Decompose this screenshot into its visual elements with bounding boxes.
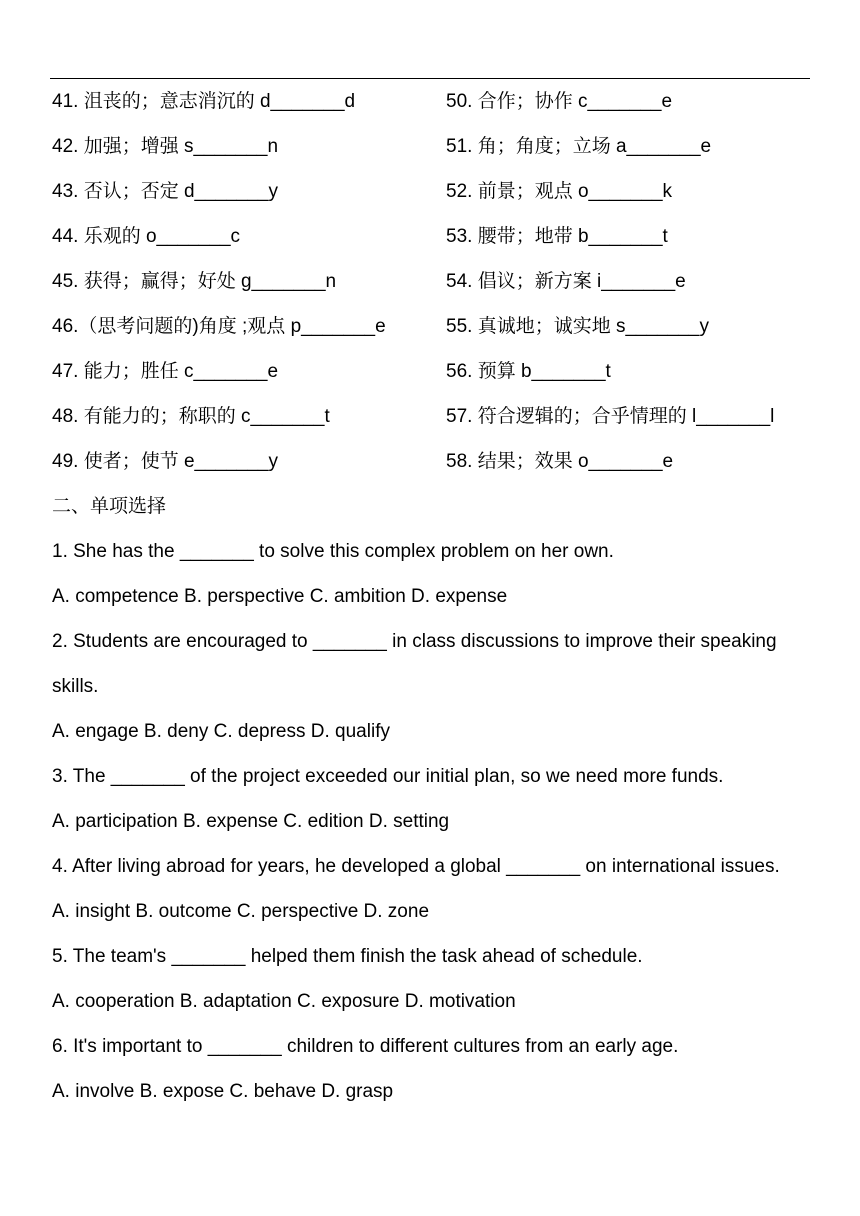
mcq-options-5: A. cooperation B. adaptation C. exposure D. motivation: [52, 991, 516, 1012]
vocab-item-53: 53. 腰带；地带 b_______t: [446, 226, 668, 247]
vocab-item-55: 55. 真诚地；诚实地 s_______y: [446, 316, 709, 337]
vocab-item-54: 54. 倡议；新方案 i_______e: [446, 271, 686, 292]
vocab-item-57: 57. 符合逻辑的；合乎情理的 l_______l: [446, 406, 775, 427]
vocab-item-49: 49. 使者；使节 e_______y: [52, 451, 279, 472]
mcq-question-4: 4. After living abroad for years, he developed a global _______ on international issues.: [52, 856, 780, 877]
vocab-item-47: 47. 能力；胜任 c_______e: [52, 361, 279, 382]
vocab-item-51: 51. 角；角度；立场 a_______e: [446, 136, 712, 157]
mcq-question-5: 5. The team's _______ helped them finish the task ahead of schedule.: [52, 946, 643, 967]
mcq-options-6: A. involve B. expose C. behave D. grasp: [52, 1081, 394, 1102]
header-rule: [50, 78, 810, 79]
section-title: 二、单项选择: [52, 496, 167, 517]
vocab-item-50: 50. 合作；协作 c_______e: [446, 91, 673, 112]
vocab-item-58: 58. 结果；效果 o_______e: [446, 451, 674, 472]
mcq-question-2: 2. Students are encouraged to _______ in class discussions to improve their speaking: [52, 631, 777, 652]
vocab-item-52: 52. 前景；观点 o_______k: [446, 181, 673, 202]
vocab-item-43: 43. 否认；否定 d_______y: [52, 181, 279, 202]
vocab-item-48: 48. 有能力的；称职的 c_______t: [52, 406, 330, 427]
vocab-item-44: 44. 乐观的 o_______c: [52, 226, 241, 247]
vocab-item-46: 46.（思考问题的)角度 ;观点 p_______e: [52, 316, 386, 337]
mcq-question-3: 3. The _______ of the project exceeded our initial plan, so we need more funds.: [52, 766, 724, 787]
vocab-item-45: 45. 获得；赢得；好处 g_______n: [52, 271, 337, 292]
mcq-options-1: A. competence B. perspective C. ambition D. expense: [52, 586, 508, 607]
mcq-question-1: 1. She has the _______ to solve this complex problem on her own.: [52, 541, 614, 562]
mcq-question-2-cont: skills.: [52, 676, 99, 697]
vocab-item-41: 41. 沮丧的；意志消沉的 d_______d: [52, 91, 356, 112]
mcq-options-3: A. participation B. expense C. edition D. setting: [52, 811, 450, 832]
vocab-item-42: 42. 加强；增强 s_______n: [52, 136, 279, 157]
mcq-question-6: 6. It's important to _______ children to different cultures from an early age.: [52, 1036, 679, 1057]
mcq-options-2: A. engage B. deny C. depress D. qualify: [52, 721, 390, 742]
vocab-item-56: 56. 预算 b_______t: [446, 361, 611, 382]
mcq-options-4: A. insight B. outcome C. perspective D. zone: [52, 901, 430, 922]
